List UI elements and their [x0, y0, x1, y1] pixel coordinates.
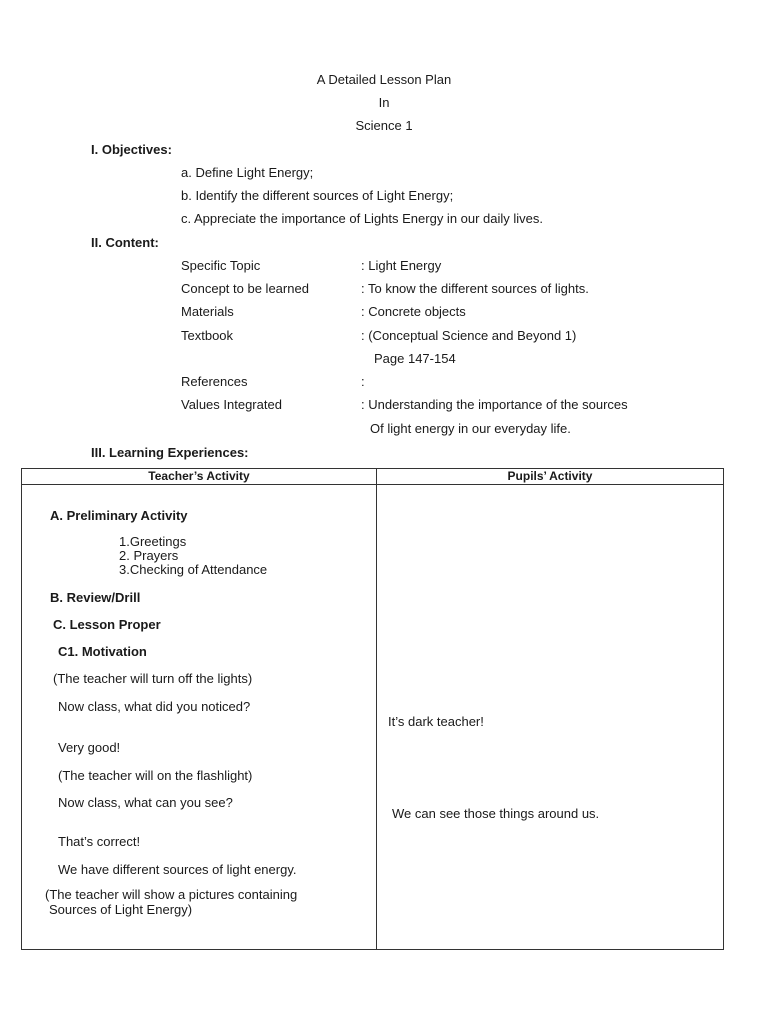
motivation-number: C1 — [58, 644, 75, 659]
teacher-line: (The teacher will turn off the lights) — [53, 671, 253, 686]
motivation-heading — [58, 644, 147, 660]
preliminary-item-greetings: 1.Greetings — [119, 534, 187, 549]
teacher-line: (The teacher will on the flashlight) — [58, 768, 253, 783]
document-title: A Detailed Lesson Plan — [316, 72, 452, 87]
teacher-line: Now class, what can you see? — [58, 795, 233, 810]
content-value-textbook: : (Conceptual Science and Beyond 1) — [361, 328, 577, 343]
content-label-materials: Materials — [181, 304, 234, 319]
teacher-line: Very good! — [58, 740, 121, 755]
content-value-specific-topic: : Light Energy — [361, 258, 442, 273]
pupils-activity-header: Pupils’ Activity — [507, 469, 593, 483]
content-value-values: : Understanding the importance of the sources — [361, 397, 628, 412]
content-label-references: References — [181, 374, 248, 389]
pupil-response: We can see those things around us. — [392, 806, 600, 821]
content-heading: II. Content: — [91, 235, 159, 250]
objective-item: b. Identify the different sources of Light Energy; — [181, 188, 454, 203]
content-label-specific-topic: Specific Topic — [181, 258, 261, 273]
content-value-concept: : To know the different sources of lights. — [361, 281, 589, 296]
motivation-label: . Motivation — [74, 644, 147, 659]
content-label-textbook: Textbook — [181, 328, 234, 343]
table-header-divider — [21, 484, 724, 485]
teacher-line: That’s correct! — [58, 834, 141, 849]
content-value-materials: : Concrete objects — [361, 304, 466, 319]
document-title-in: In — [378, 95, 390, 110]
table-column-divider — [376, 468, 377, 950]
content-label-values: Values Integrated — [181, 397, 282, 412]
preliminary-item-prayers: 2. Prayers — [119, 548, 179, 563]
objectives-heading: I. Objectives: — [91, 142, 172, 157]
objective-item: c. Appreciate the importance of Lights Energy in our daily lives. — [181, 211, 544, 226]
teacher-activity-header: Teacher’s Activity — [148, 469, 250, 483]
review-drill-heading: B. Review/Drill — [50, 590, 141, 605]
preliminary-item-attendance: 3.Checking of Attendance — [119, 562, 268, 577]
teacher-line: Sources of Light Energy) — [49, 902, 193, 917]
teacher-line: Now class, what did you noticed? — [58, 699, 251, 714]
content-value-textbook-pages: Page 147-154 — [374, 351, 456, 366]
content-value-references: : — [361, 374, 365, 389]
document-subject: Science 1 — [355, 118, 413, 133]
objective-item: a. Define Light Energy; — [181, 165, 314, 180]
pupil-response: It’s dark teacher! — [388, 714, 484, 729]
preliminary-activity-heading: A. Preliminary Activity — [50, 508, 188, 523]
content-label-concept: Concept to be learned — [181, 281, 309, 296]
lesson-proper-heading: C. Lesson Proper — [53, 617, 161, 632]
learning-heading: III. Learning Experiences: — [91, 445, 249, 460]
content-value-values-continued: Of light energy in our everyday life. — [370, 421, 571, 436]
teacher-line: We have different sources of light energy. — [58, 862, 297, 877]
teacher-line: (The teacher will show a pictures containing — [45, 887, 298, 902]
